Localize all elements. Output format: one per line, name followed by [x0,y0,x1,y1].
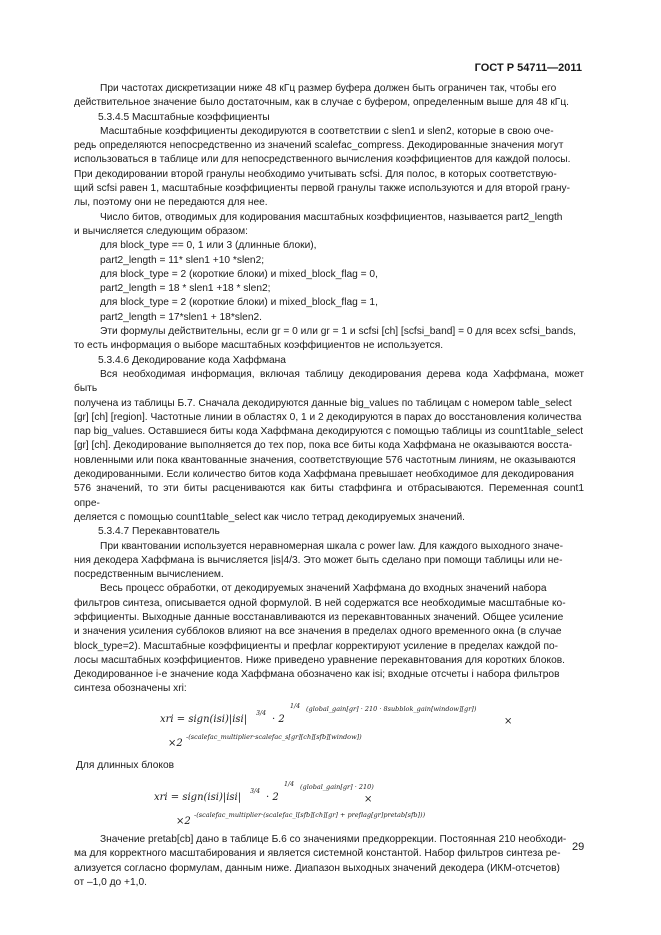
paragraph-line: ма для корректного масштабирования и является системной константой. Набор фильтров синтеза ре- [74,848,561,860]
formula-line: для block_type = 2 (короткие блоки) и mixed_block_flag = 1, [100,297,378,309]
formula-lhs: xri = sign(isi)|isi| [154,792,242,804]
paragraph-line: и вычисляется следующим образом: [74,225,248,237]
formula-line: part2_length = 18 * slen1 +18 * slen2; [100,283,271,295]
paragraph-line: получена из таблицы Б.7. Сначала декодируются данные big_values по таблицам с номером table_select [74,397,572,409]
formula-times: × [364,794,373,806]
formula-exponent: (global_gain[gr] · 210) [300,783,374,792]
section-heading: 5.3.4.6 Декодирование кода Хаффмана [98,354,286,366]
paragraph-line: от –1,0 до +1,0. [74,876,147,888]
paragraph-line: декодированными. Если количество битов кода Хаффмана превышает необходимое для декодирования [74,469,574,481]
formula-exponent: (global_gain[gr] · 210 · 8subblok_gain[window][gr]) [306,704,477,713]
body-text [74,82,584,890]
paragraph-line: синтеза обозначены xri: [74,683,187,695]
formula-exp-frac: 1/4 [284,781,295,789]
paragraph-line: При частотах дискретизации ниже 48 кГц размер буфера должен быть ограничен так, чтобы его [100,83,557,94]
formula-power-frac: 3/4 [250,788,261,796]
requantization-formula-long-blocks [74,773,584,833]
paragraph-line: ния декодера Хаффмана is вычисляется |is|4/3. Это может быть сделано при помощи таблицы или не- [74,554,563,566]
paragraph-line: действительное значение было достаточным, как в случае с буфером, определенным выше для 48 кГц. [74,97,569,109]
formula-line: для block_type = 2 (короткие блоки) и mixed_block_flag = 0, [100,268,378,280]
paragraph-line: Для длинных блоков [76,759,175,771]
paragraph-line: лосы масштабных коэффициентов. Ниже приведено уравнение перекавнтования для коротких блоков. [74,654,566,666]
paragraph-line: лы, поэтому они не передаются для нее. [74,197,268,209]
formula-lhs: xri = sign(isi)|isi| [160,713,248,725]
formula-line2-exponent: -(scalefac_multiplier·(scalefac_l[sfb][ch][gr] + preflag[gr]pretab[sfb])) [194,811,426,820]
paragraph-line: фильтров синтеза, описывается одной формулой. В ней содержатся все необходимые масштабные ко- [74,597,566,609]
formula-line2-exponent: -(scalefac_multiplier·scalefac_s[gr][ch][sfb][window]) [186,732,362,741]
paragraph-line: и значения усиления субблоков влияют на все значения в пределах одного временного окна (в случае [74,626,562,638]
standard-id: ГОСТ Р 54711—2011 [474,62,582,74]
paragraph-line: щий scfsi равен 1, масштабные коэффициенты первой гранулы также используются и для второй грану- [74,183,571,195]
formula-line: для block_type == 0, 1 или 3 (длинные блоки), [100,240,317,252]
formula-line2: ×2 [176,816,191,828]
paragraph-line: редь определяются непосредственно из значений scalefac_compress. Декодированные значения могут [74,140,564,152]
paragraph-line: посредственным вычислением. [74,569,224,581]
paragraph-line: использоваться в таблице или для непосредственного вычисления коэффициентов для каждой полосы. [74,154,571,166]
formula-dot-two: · 2 [272,713,285,725]
paragraph-line: то есть информация о выборе масштабных коэффициентов не используется. [74,340,444,352]
paragraph-line: Значение pretab[cb] дано в таблице Б.6 со значениями предкоррекции. Постоянная 210 необходи- [100,834,567,846]
requantization-formula-short-blocks [74,697,584,759]
paragraph-line: деляется с помощью count1table_select как число тетрад декодируемых значений. [74,511,465,523]
paragraph-line: Масштабные коэффициенты декодируются в соответствии с slen1 и slen2, которые в свою оче- [100,125,554,137]
paragraph-line: Число битов, отводимых для кодирования масштабных коэффициентов, называется part2_length [100,211,563,223]
paragraph-line: Декодированное i-е значение кода Хаффмана обозначено как isi; входные отсчеты i набора фильтров [74,669,560,681]
formula-times: × [504,715,513,727]
paragraph-line: При квантовании используется неравномерная шкала с power law. Для каждого выходного значе- [100,540,564,552]
paragraph-line: [gr] [ch]. Декодирование выполняется до тех пор, пока все биты кода Хаффмана не оказываются восста- [74,440,573,452]
paragraph-line: При декодировании второй гранулы необходимо учитывать scfsi. Для полос, в которых соответствую- [74,168,557,180]
paragraph-line: block_type=2). Масштабные коэффициенты и префлаг корректируют усиление в пределах каждой по- [74,640,559,652]
formula-exp-frac: 1/4 [290,702,301,710]
formula-line: part2_length = 17*slen1 + 18*slen2. [100,311,262,323]
section-heading: 5.3.4.5 Масштабные коэффициенты [98,111,270,123]
formula-line: part2_length = 11* slen1 +10 *slen2; [100,254,265,266]
paragraph-line: Эти формулы действительны, если gr = 0 или gr = 1 и scfsi [ch] [scfsi_band] = 0 для всех scfsi_bands, [100,326,576,338]
paragraph-line: ализуется согласно формулам, данным ниже. Диапазон выходных значений декодера (ИКМ-отсчетов) [74,862,560,874]
formula-power-frac: 3/4 [256,709,267,717]
paragraph-line: [gr] [ch] [region]. Частотные линии в областях 0, 1 и 2 декодируются в парах до восстановления количества [74,411,582,423]
formula-dot-two: · 2 [266,792,279,804]
paragraph-line: 576 значений, то эти биты расцениваются как биты стаффинга и отбрасываются. Переменная count1 опре- [74,483,584,509]
page-number: 29 [572,841,585,853]
paragraph-line: Весь процесс обработки, от декодируемых значений Хаффмана до входных значений набора [100,583,547,595]
paragraph-line: Вся необходимая информация, включая таблицу декодирования дерева кода Хаффмана, может быть [74,368,584,395]
paragraph-line: пар big_values. Оставшиеся биты кода Хаффмана декодируются с помощью таблицы из count1table_select [74,426,584,438]
section-heading: 5.3.4.7 Перекавнтователь [98,526,220,538]
formula-line2: ×2 [168,737,183,749]
paragraph-line: новленными или пока квантованные значения, соответствующие 576 частотным линиям, не оказываются [74,454,576,466]
paragraph-line: эффициенты. Выходные данные восстанавливаются из перекавнтованных значений. Общее усиление [74,611,564,623]
